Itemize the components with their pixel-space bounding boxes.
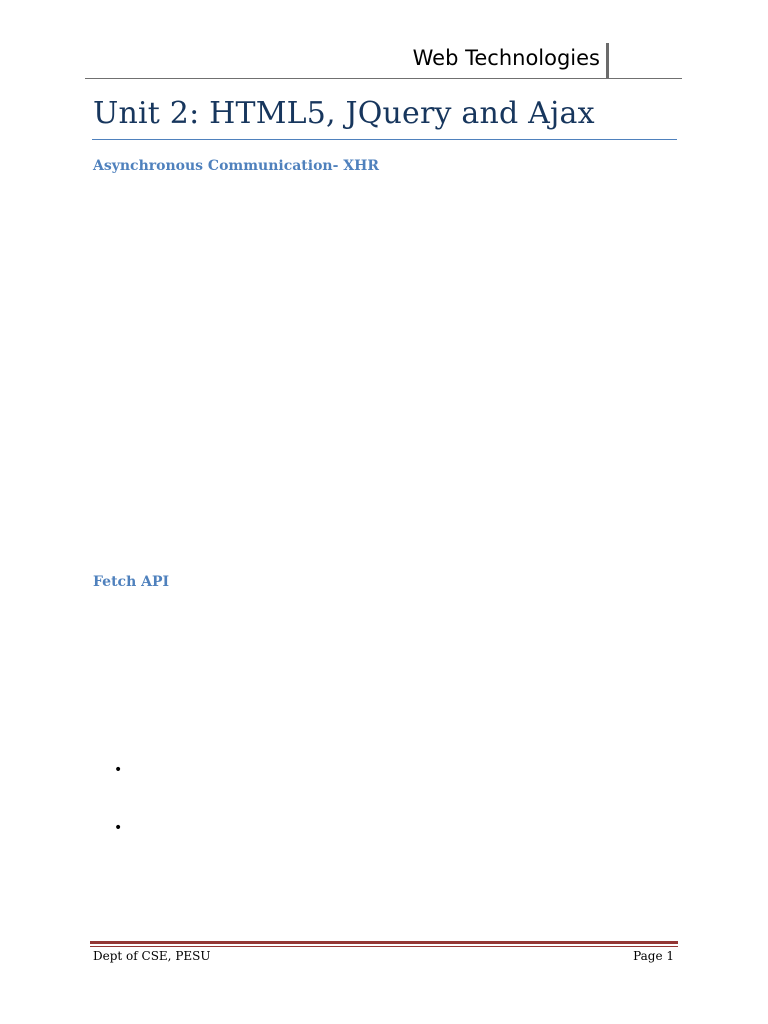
footer-department: Dept of CSE, PESU xyxy=(93,949,211,963)
footer-rule-thin xyxy=(90,946,678,947)
footer-page-number: Page 1 xyxy=(633,949,674,963)
section-heading-fetch-api: Fetch API xyxy=(93,574,170,590)
title-underline xyxy=(92,139,677,140)
header-vertical-bar xyxy=(606,43,609,79)
footer-rule-thick xyxy=(90,941,678,944)
running-header-title: Web Technologies xyxy=(412,46,600,70)
section-heading-xhr: Asynchronous Communication- XHR xyxy=(93,158,380,174)
list-item-bullet: • xyxy=(114,820,123,836)
list-item-bullet: • xyxy=(114,762,123,778)
header-rule xyxy=(85,78,682,79)
page-title: Unit 2: HTML5, JQuery and Ajax xyxy=(93,96,595,131)
